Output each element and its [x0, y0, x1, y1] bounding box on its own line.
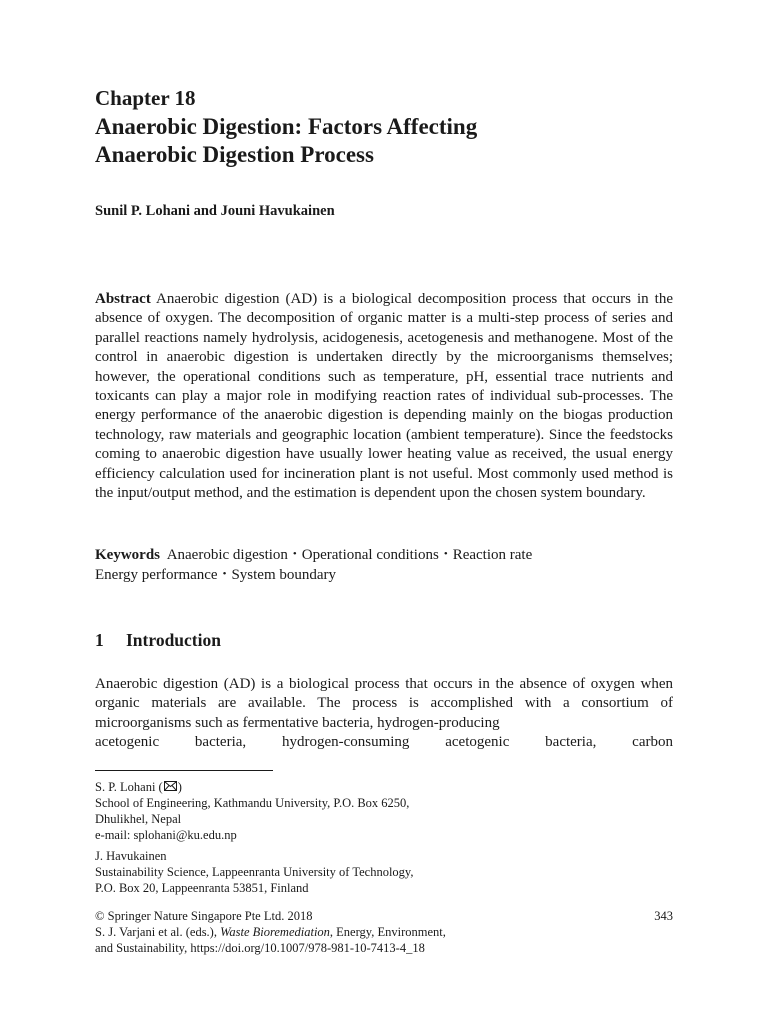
author-2-location: P.O. Box 20, Lappeenranta 53851, Finland: [95, 881, 309, 895]
author-1-location: Dhulikhel, Nepal: [95, 812, 182, 826]
abstract: [95, 290, 673, 503]
page: [95, 86, 673, 955]
chapter-title-line-1: Anaerobic Digestion: Factors Affecting: [95, 114, 478, 139]
doi-line[interactable]: and Sustainability, https://doi.org/10.1007/978-981-10-7413-4_18: [95, 941, 425, 955]
citation-editors: S. J. Varjani et al. (eds.),: [95, 925, 221, 939]
citation-series: , Energy, Environment,: [329, 925, 446, 939]
abstract-label: Abstract: [95, 291, 151, 307]
abstract-text: Anaerobic digestion (AD) is a biological decomposition process that occurs in the absence of oxygen. The decomposition of organic matter is a multi-step process of series and parallel reactions namely hydrolysis, acidogenesis, acetogenesis and methanogene. Most of the control in anaerobic digestion is undertaken directly by the microorganisms themselves; however, the operational conditions such as temperature, pH, essential trace nutrients and toxicants can play a major role in modifying reaction rates of individual sub-processes. The energy performance of the anaerobic digestion is depending mainly on the biogas production technology, raw materials and geographic location (ambient temperature). Since the feedstocks coming to anaerobic digestion have usually lower heating value as received, the usual energy efficiency calculation used for incineration plant is not useful. Most commonly used method is the input/output method, and the estimation is dependent upon the chosen system boundary.: [95, 291, 673, 502]
authors: Sunil P. Lohani and Jouni Havukainen: [95, 203, 335, 219]
page-number: 343: [654, 909, 673, 923]
keyword: Anaerobic digestion: [166, 547, 288, 563]
affiliation-1: [95, 779, 673, 843]
keyword: Reaction rate: [452, 547, 533, 563]
author-1-affiliation: School of Engineering, Kathmandu University, P.O. Box 6250,: [95, 796, 410, 810]
section-heading: [95, 630, 221, 651]
chapter-title-line-2: Anaerobic Digestion Process: [95, 142, 374, 167]
chapter-title: [95, 113, 673, 169]
chapter-label: Chapter 18: [95, 86, 196, 110]
keyword: Operational conditions: [301, 547, 439, 563]
author-1-name: S. P. Lohani (: [95, 780, 163, 794]
keyword-separator: •: [443, 548, 448, 560]
footnote-rule: [95, 770, 273, 771]
affiliation-2: [95, 848, 673, 896]
author-1-name-close: ): [177, 780, 182, 794]
intro-paragraph: [95, 675, 673, 753]
keyword-separator: •: [292, 548, 297, 560]
author-2-affiliation: Sustainability Science, Lappeenranta University of Technology,: [95, 865, 414, 879]
author-1-email[interactable]: e-mail: splohani@ku.edu.np: [95, 828, 237, 842]
envelope-icon: [164, 781, 177, 791]
book-title: Waste Bioremediation: [220, 925, 330, 939]
copyright-block: [95, 908, 673, 956]
keywords: [95, 546, 673, 587]
copyright-line: © Springer Nature Singapore Pte Ltd. 2018: [95, 909, 313, 923]
author-2-name: J. Havukainen: [95, 849, 167, 863]
keyword: System boundary: [231, 567, 337, 584]
keyword-separator: •: [222, 568, 227, 581]
keyword: Energy performance: [95, 567, 218, 584]
section-title: Introduction: [126, 630, 221, 650]
keywords-label: Keywords: [95, 547, 160, 563]
citation-line: [95, 924, 673, 940]
intro-last-line: acetogenic bacteria, hydrogen-consuming acetogenic bacteria, carbon: [95, 734, 673, 751]
section-number: 1: [95, 630, 104, 650]
intro-text: Anaerobic digestion (AD) is a biological process that occurs in the absence of oxygen when organic materials are available. The process is accomplished with a consortium of microorganisms such as fermentative bacteria, hydrogen-producing: [95, 676, 673, 731]
